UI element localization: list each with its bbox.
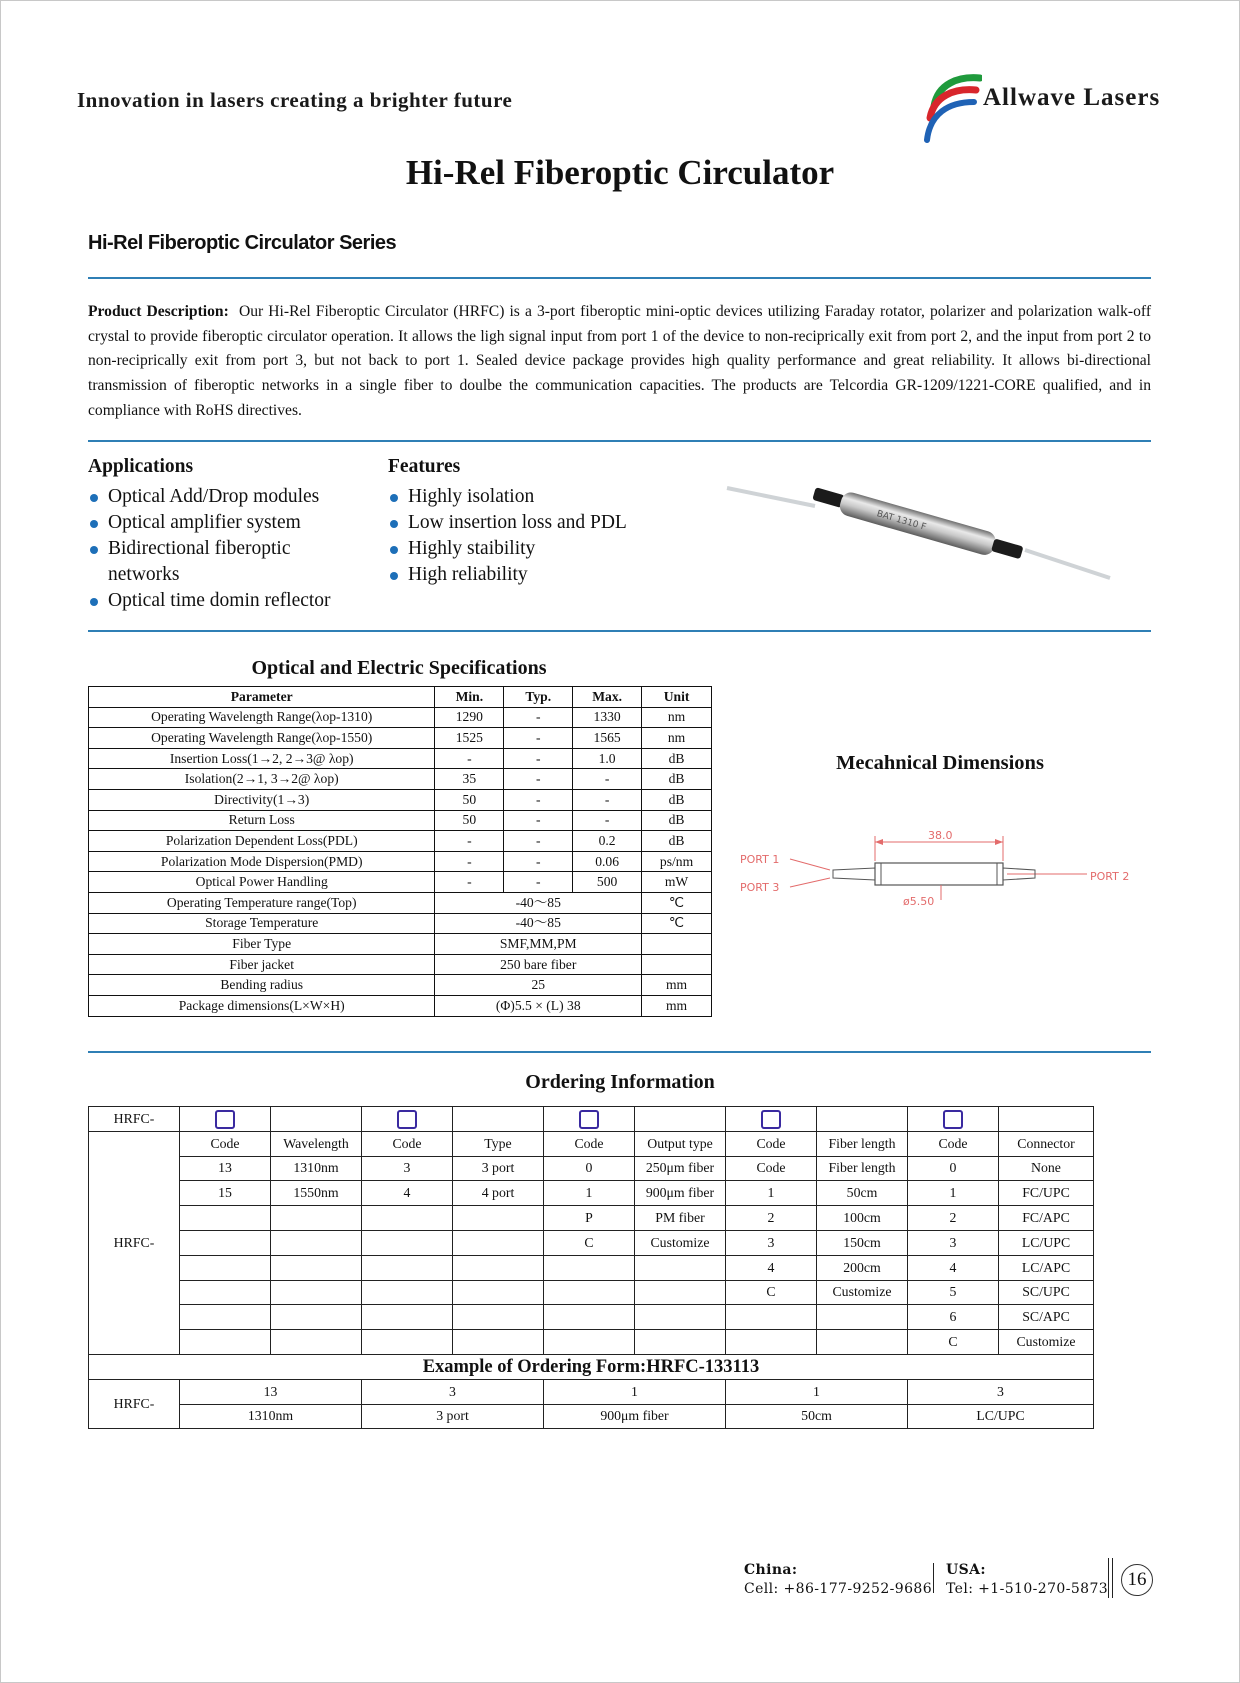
table-cell: 13 [180, 1379, 362, 1404]
table-cell: Isolation(2→1, 3→2@ λop) [89, 769, 435, 790]
table-cell [180, 1107, 271, 1132]
table-row [89, 1305, 1094, 1330]
table-cell [362, 1330, 453, 1355]
column-header: Output type [635, 1131, 726, 1156]
table-cell [726, 1107, 817, 1132]
table-row [89, 1280, 1094, 1305]
divider [88, 440, 1151, 442]
table-cell: 50cm [817, 1181, 908, 1206]
column-header: Typ. [504, 687, 573, 708]
specs-table [88, 686, 712, 1017]
column-header: Parameter [89, 687, 435, 708]
table-cell: - [573, 769, 642, 790]
length-dimension: 38.0 [928, 829, 953, 842]
table-cell: - [573, 810, 642, 831]
table-cell [726, 1330, 817, 1355]
column-header: Min. [435, 687, 504, 708]
table-row [89, 769, 712, 790]
column-header: Fiber length [817, 1131, 908, 1156]
table-cell: 13 [180, 1156, 271, 1181]
table-row [89, 934, 712, 955]
description-label: Product Description: [88, 303, 229, 320]
port1-label: PORT 1 [740, 853, 780, 866]
table-row [89, 1230, 1094, 1255]
table-cell [544, 1330, 635, 1355]
ordering-title: Ordering Information [525, 1071, 715, 1093]
table-cell: None [999, 1156, 1094, 1181]
table-cell [726, 1305, 817, 1330]
table-cell: 1 [544, 1181, 635, 1206]
list-item: Highly staibility [388, 536, 688, 562]
product-label: BAT 1310 F [875, 509, 928, 533]
table-cell: 3 [908, 1379, 1094, 1404]
list-item: Optical time domin reflector [88, 588, 368, 614]
table-cell: 50 [435, 789, 504, 810]
prefix-cell: HRFC- [89, 1131, 180, 1354]
table-cell [453, 1255, 544, 1280]
table-cell [271, 1255, 362, 1280]
table-cell: Operating Wavelength Range(λop-1550) [89, 728, 435, 749]
series-title: Hi-Rel Fiberoptic Circulator Series [88, 232, 397, 254]
table-cell [362, 1305, 453, 1330]
applications-heading: Applications [88, 456, 194, 477]
table-cell: C [908, 1330, 999, 1355]
table-cell: - [504, 728, 573, 749]
table-cell: Customize [999, 1330, 1094, 1355]
table-cell [908, 1107, 999, 1132]
table-cell: 0.06 [573, 851, 642, 872]
table-cell [635, 1330, 726, 1355]
table-cell: 1 [726, 1181, 817, 1206]
table-cell [544, 1255, 635, 1280]
table-cell [817, 1330, 908, 1355]
usa-label: USA: [946, 1562, 986, 1578]
table-cell: - [573, 789, 642, 810]
table-cell: mm [642, 995, 712, 1016]
table-cell: -40～85 [435, 892, 642, 913]
table-cell: dB [642, 769, 712, 790]
table-row [89, 954, 712, 975]
table-cell: Code [726, 1156, 817, 1181]
checkbox-icon [579, 1110, 599, 1129]
table-cell: dB [642, 748, 712, 769]
table-cell: Return Loss [89, 810, 435, 831]
checkbox-icon [943, 1110, 963, 1129]
table-cell: 1 [544, 1379, 726, 1404]
table-cell: LC/UPC [908, 1404, 1094, 1429]
column-header: Code [544, 1131, 635, 1156]
divider [88, 1051, 1151, 1053]
table-cell [180, 1206, 271, 1231]
table-cell: -40～85 [435, 913, 642, 934]
table-cell: 2 [908, 1206, 999, 1231]
table-cell: 3 [362, 1156, 453, 1181]
table-cell: 4 [908, 1255, 999, 1280]
table-cell [544, 1107, 635, 1132]
table-cell: Storage Temperature [89, 913, 435, 934]
features-list [388, 484, 688, 588]
table-cell [453, 1280, 544, 1305]
divider [88, 277, 1151, 279]
table-cell: - [504, 851, 573, 872]
table-cell: 1.0 [573, 748, 642, 769]
table-row [89, 707, 712, 728]
code-selector-row [89, 1107, 1094, 1132]
table-cell: - [504, 789, 573, 810]
port2-label: PORT 2 [1090, 870, 1130, 883]
features-section [388, 456, 688, 588]
footer-divider [1108, 1558, 1109, 1598]
product-description [88, 300, 1151, 424]
table-cell: 15 [180, 1181, 271, 1206]
table-cell: 500 [573, 872, 642, 893]
column-header: Unit [642, 687, 712, 708]
table-cell [642, 954, 712, 975]
port3-label: PORT 3 [740, 881, 780, 894]
table-row [89, 872, 712, 893]
table-header-row [89, 1131, 1094, 1156]
table-cell: ps/nm [642, 851, 712, 872]
table-cell [180, 1255, 271, 1280]
table-cell [271, 1206, 362, 1231]
example-title-row [89, 1354, 1094, 1379]
table-cell: Operating Temperature range(Top) [89, 892, 435, 913]
table-cell [362, 1280, 453, 1305]
table-cell: 1 [726, 1379, 908, 1404]
table-cell [999, 1107, 1094, 1132]
table-cell: Polarization Dependent Loss(PDL) [89, 831, 435, 852]
table-row [89, 1330, 1094, 1355]
table-cell: nm [642, 728, 712, 749]
table-row [89, 831, 712, 852]
tagline: Innovation in lasers creating a brighter future [77, 88, 513, 112]
table-row [89, 1255, 1094, 1280]
table-cell [635, 1280, 726, 1305]
table-cell: 200cm [817, 1255, 908, 1280]
table-cell: Optical Power Handling [89, 872, 435, 893]
column-header: Type [453, 1131, 544, 1156]
table-cell: FC/UPC [999, 1181, 1094, 1206]
table-cell [180, 1305, 271, 1330]
table-cell: 0 [544, 1156, 635, 1181]
table-cell: 1565 [573, 728, 642, 749]
table-cell: SMF,MM,PM [435, 934, 642, 955]
table-cell: Package dimensions(L×W×H) [89, 995, 435, 1016]
china-phone: Cell: +86-177-9252-9686 [744, 1581, 933, 1597]
table-row [89, 1156, 1094, 1181]
table-cell [642, 934, 712, 955]
table-cell: PM fiber [635, 1206, 726, 1231]
table-cell: 4 port [453, 1181, 544, 1206]
table-cell: 5 [908, 1280, 999, 1305]
table-cell: 50 [435, 810, 504, 831]
table-cell [362, 1255, 453, 1280]
table-cell: 250 bare fiber [435, 954, 642, 975]
applications-list [88, 484, 368, 614]
table-cell: - [504, 748, 573, 769]
table-cell: Insertion Loss(1→2, 2→3@ λop) [89, 748, 435, 769]
table-cell [362, 1206, 453, 1231]
table-cell [453, 1206, 544, 1231]
table-cell: SC/UPC [999, 1280, 1094, 1305]
table-cell: 1310nm [271, 1156, 362, 1181]
mechanical-drawing [735, 828, 1135, 928]
table-cell: Operating Wavelength Range(λop-1310) [89, 707, 435, 728]
table-cell: C [726, 1280, 817, 1305]
table-cell: 50cm [726, 1404, 908, 1429]
table-cell [271, 1280, 362, 1305]
column-header: Max. [573, 687, 642, 708]
table-cell: - [504, 831, 573, 852]
table-cell: 3 [362, 1379, 544, 1404]
table-cell: SC/APC [999, 1305, 1094, 1330]
example-code-row [89, 1379, 1094, 1404]
page-number: 16 [1121, 1564, 1153, 1596]
table-cell: - [504, 872, 573, 893]
specs-title: Optical and Electric Specifications [251, 657, 547, 679]
table-row [89, 892, 712, 913]
table-row [89, 1181, 1094, 1206]
diameter-dimension: ø5.50 [903, 895, 935, 908]
table-cell: ℃ [642, 913, 712, 934]
table-cell: Customize [635, 1230, 726, 1255]
checkbox-icon [215, 1110, 235, 1129]
china-label: China: [744, 1562, 798, 1578]
example-value-row [89, 1404, 1094, 1429]
table-cell: 6 [908, 1305, 999, 1330]
table-cell: dB [642, 831, 712, 852]
table-cell [453, 1305, 544, 1330]
table-cell: (Φ)5.5 × (L) 38 [435, 995, 642, 1016]
column-header: Code [180, 1131, 271, 1156]
column-header: Code [726, 1131, 817, 1156]
table-cell: 3 port [362, 1404, 544, 1429]
table-cell: ℃ [642, 892, 712, 913]
table-row [89, 1206, 1094, 1231]
table-cell [271, 1330, 362, 1355]
column-header: Code [908, 1131, 999, 1156]
table-cell: - [435, 872, 504, 893]
table-cell [635, 1255, 726, 1280]
table-row [89, 975, 712, 996]
usa-phone: Tel: +1-510-270-5873 [946, 1581, 1109, 1597]
table-row [89, 748, 712, 769]
table-cell [817, 1305, 908, 1330]
table-cell: - [504, 769, 573, 790]
prefix-cell: HRFC- [89, 1379, 180, 1429]
table-cell: P [544, 1206, 635, 1231]
page-title: Hi-Rel Fiberoptic Circulator [405, 153, 835, 192]
table-cell: Bending radius [89, 975, 435, 996]
table-cell: dB [642, 810, 712, 831]
table-cell: 1 [908, 1181, 999, 1206]
table-cell: 3 [908, 1230, 999, 1255]
table-cell [362, 1107, 453, 1132]
table-cell: 900μm fiber [635, 1181, 726, 1206]
table-cell: 25 [435, 975, 642, 996]
table-cell [453, 1330, 544, 1355]
footer-china [744, 1561, 932, 1599]
divider [88, 630, 1151, 632]
table-cell: 4 [726, 1255, 817, 1280]
table-cell: 1310nm [180, 1404, 362, 1429]
table-cell: 0.2 [573, 831, 642, 852]
table-cell: 3 port [453, 1156, 544, 1181]
table-cell: 35 [435, 769, 504, 790]
table-cell [180, 1330, 271, 1355]
table-cell [180, 1230, 271, 1255]
table-cell [635, 1107, 726, 1132]
company-logo-icon [922, 74, 982, 144]
table-cell [362, 1230, 453, 1255]
table-cell: - [504, 707, 573, 728]
table-row [89, 789, 712, 810]
product-photo [725, 480, 1115, 590]
footer-divider [933, 1563, 934, 1593]
table-cell: 2 [726, 1206, 817, 1231]
table-cell: FC/APC [999, 1206, 1094, 1231]
applications-section [88, 456, 368, 614]
table-cell: dB [642, 789, 712, 810]
table-row [89, 851, 712, 872]
table-cell: C [544, 1230, 635, 1255]
checkbox-icon [761, 1110, 781, 1129]
list-item: High reliability [388, 562, 688, 588]
table-cell: 4 [362, 1181, 453, 1206]
list-item: Low insertion loss and PDL [388, 510, 688, 536]
table-cell [635, 1305, 726, 1330]
table-row [89, 913, 712, 934]
table-cell: LC/UPC [999, 1230, 1094, 1255]
table-cell: Customize [817, 1280, 908, 1305]
table-header-row [89, 687, 712, 708]
list-item: Highly isolation [388, 484, 688, 510]
table-cell: mm [642, 975, 712, 996]
table-cell [544, 1280, 635, 1305]
table-cell: Directivity(1→3) [89, 789, 435, 810]
description-text: Our Hi-Rel Fiberoptic Circulator (HRFC) is a 3-port fiberoptic mini-optic devices utilizing Faraday rotator, polarizer and polarization walk-off crystal to provide fiberoptic circulator operation. It allows the ligh signal input from port 1 of the device to non-reciprically exit from port 2, and the input from port 2 to non-reciprically exit from port 3, but not back to port 1. Sealed device package provides high quality performance and great reliability. It allows bi-directional transmission of fiberoptic networks in a single fiber to doulbe the communication capacities. The products are Telcordia GR-1209/1221-CORE qualified, and in compliance with RoHS directives. [88, 303, 1152, 419]
table-cell [271, 1230, 362, 1255]
table-cell [453, 1230, 544, 1255]
features-heading: Features [388, 456, 461, 477]
table-cell [180, 1280, 271, 1305]
table-cell: 1525 [435, 728, 504, 749]
column-header: Code [362, 1131, 453, 1156]
table-cell [271, 1305, 362, 1330]
checkbox-icon [397, 1110, 417, 1129]
list-item: Bidirectional fiberoptic networks [88, 536, 333, 588]
ordering-table [88, 1106, 1094, 1429]
table-row [89, 728, 712, 749]
table-cell: - [435, 851, 504, 872]
table-cell: - [435, 748, 504, 769]
table-cell: - [435, 831, 504, 852]
table-cell: 0 [908, 1156, 999, 1181]
column-header: Connector [999, 1131, 1094, 1156]
footer-usa [946, 1561, 1108, 1599]
example-title: Example of Ordering Form:HRFC-133113 [89, 1354, 1094, 1379]
brand-name: Allwave Lasers [983, 84, 1161, 111]
table-row [89, 995, 712, 1016]
table-cell: nm [642, 707, 712, 728]
column-header: Wavelength [271, 1131, 362, 1156]
list-item: Optical amplifier system [88, 510, 368, 536]
table-cell: 1330 [573, 707, 642, 728]
table-cell [817, 1107, 908, 1132]
prefix-cell: HRFC- [89, 1107, 180, 1132]
table-cell: 100cm [817, 1206, 908, 1231]
table-cell [544, 1305, 635, 1330]
table-row [89, 810, 712, 831]
table-cell: 250μm fiber [635, 1156, 726, 1181]
table-cell: 1550nm [271, 1181, 362, 1206]
table-cell: Polarization Mode Dispersion(PMD) [89, 851, 435, 872]
table-cell: LC/APC [999, 1255, 1094, 1280]
table-cell [453, 1107, 544, 1132]
table-cell: Fiber Type [89, 934, 435, 955]
table-cell: mW [642, 872, 712, 893]
table-cell: Fiber jacket [89, 954, 435, 975]
table-cell: - [504, 810, 573, 831]
table-cell [271, 1107, 362, 1132]
table-cell: 900μm fiber [544, 1404, 726, 1429]
mechanical-title: Mecahnical Dimensions [836, 752, 1044, 774]
list-item: Optical Add/Drop modules [88, 484, 368, 510]
table-cell: 3 [726, 1230, 817, 1255]
footer-divider [1112, 1558, 1113, 1598]
table-cell: 150cm [817, 1230, 908, 1255]
table-cell: Fiber length [817, 1156, 908, 1181]
table-cell: 1290 [435, 707, 504, 728]
